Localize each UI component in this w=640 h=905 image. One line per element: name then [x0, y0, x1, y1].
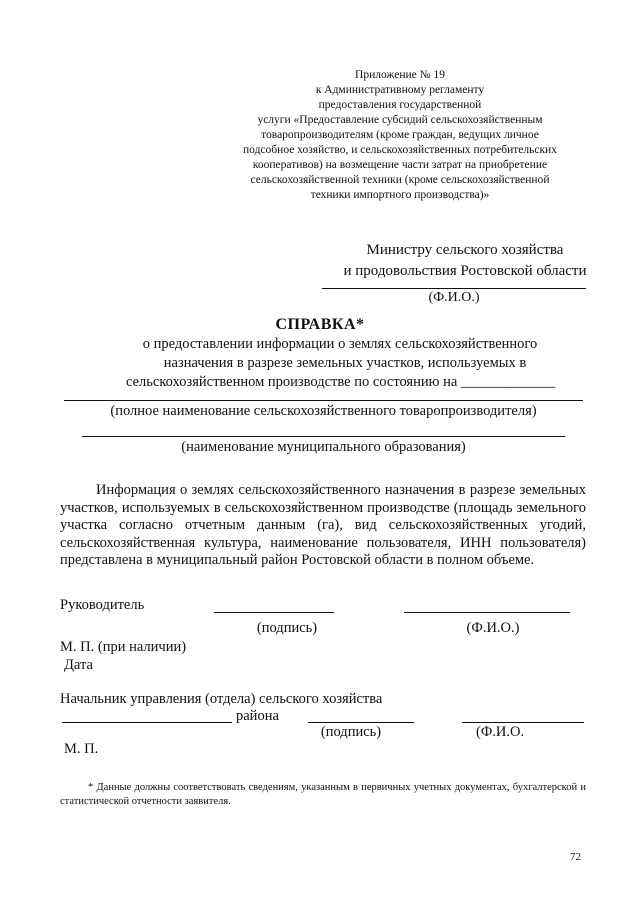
district-label: района — [236, 708, 279, 724]
footnote: * Данные должны соответствовать сведениям, указанным в первичных учетных документах, бухгалтерской и статистической отчетности заявителя. — [60, 782, 586, 807]
municipality-caption: (наименование муниципального образования) — [181, 439, 466, 455]
producer-caption: (полное наименование сельскохозяйственного товаропроизводителя) — [110, 403, 537, 419]
appendix-line: товаропроизводителям (кроме граждан, ведущих личное — [261, 129, 539, 141]
subtitle-line-3: сельскохозяйственном производстве по состоянию на _____________ — [126, 374, 556, 390]
certificate-subtitle — [100, 335, 580, 392]
subtitle-line-2: назначения в разрезе земельных участков, используемых в — [163, 355, 527, 371]
chief-signature-caption: (подпись) — [320, 724, 382, 740]
head-signature-line — [214, 612, 334, 613]
appendix-line: кооперативов) на возмещение части затрат на приобретение — [252, 159, 548, 171]
head-fio-caption: (Ф.И.О.) — [466, 620, 520, 636]
head-label: Руководитель — [60, 597, 145, 613]
page-number: 72 — [570, 851, 581, 863]
municipality-line — [82, 436, 565, 437]
appendix-line: услуги «Предоставление субсидий сельскохозяйственным — [257, 114, 543, 126]
appendix-line: к Административному регламенту — [315, 84, 485, 96]
head-signature-caption: (подпись) — [256, 620, 318, 636]
appendix-header — [200, 68, 600, 203]
addressee-line-2: и продовольствия Ростовской области — [343, 263, 587, 279]
district-name-line — [62, 722, 232, 723]
addressee-fio-caption: (Ф.И.О.) — [428, 290, 480, 305]
head-fio-line — [404, 612, 570, 613]
addressee-line-1: Министру сельского хозяйства — [366, 242, 564, 258]
appendix-line: сельскохозяйственной техники (кроме сельскохозяйственной — [250, 174, 550, 186]
appendix-line: Приложение № 19 — [355, 69, 445, 81]
appendix-line: предоставления государственной — [318, 99, 482, 111]
subtitle-line-1: о предоставлении информации о землях сельскохозяйственного — [142, 336, 538, 352]
body-paragraph: Информация о землях сельскохозяйственного назначения в разрезе земельных участков, используемых в сельскохозяйственном производстве (площадь земельного участка согласно отчетным данным (га), вид сельскохозяйственных угодий, сельскохозяйственная культура, наименование пользователя, ИНН пользователя) представлена в муниципальный район Ростовской области в полном объеме. — [60, 482, 586, 569]
certificate-title: СПРАВКА* — [275, 316, 365, 333]
stamp-label: М. П. (при наличии) — [60, 639, 187, 655]
chief-stamp-label: М. П. — [64, 741, 99, 757]
addressee-fio-line — [322, 288, 586, 289]
chief-fio-caption: (Ф.И.О. — [476, 724, 525, 740]
producer-name-line — [64, 400, 583, 401]
appendix-line: техники импортного производства)» — [310, 189, 490, 201]
appendix-line: подсобное хозяйство, и сельскохозяйственных потребительских — [243, 144, 557, 156]
date-label: Дата — [64, 657, 93, 673]
chief-label: Начальник управления (отдела) сельского хозяйства — [60, 691, 383, 707]
addressee-block — [330, 240, 600, 282]
